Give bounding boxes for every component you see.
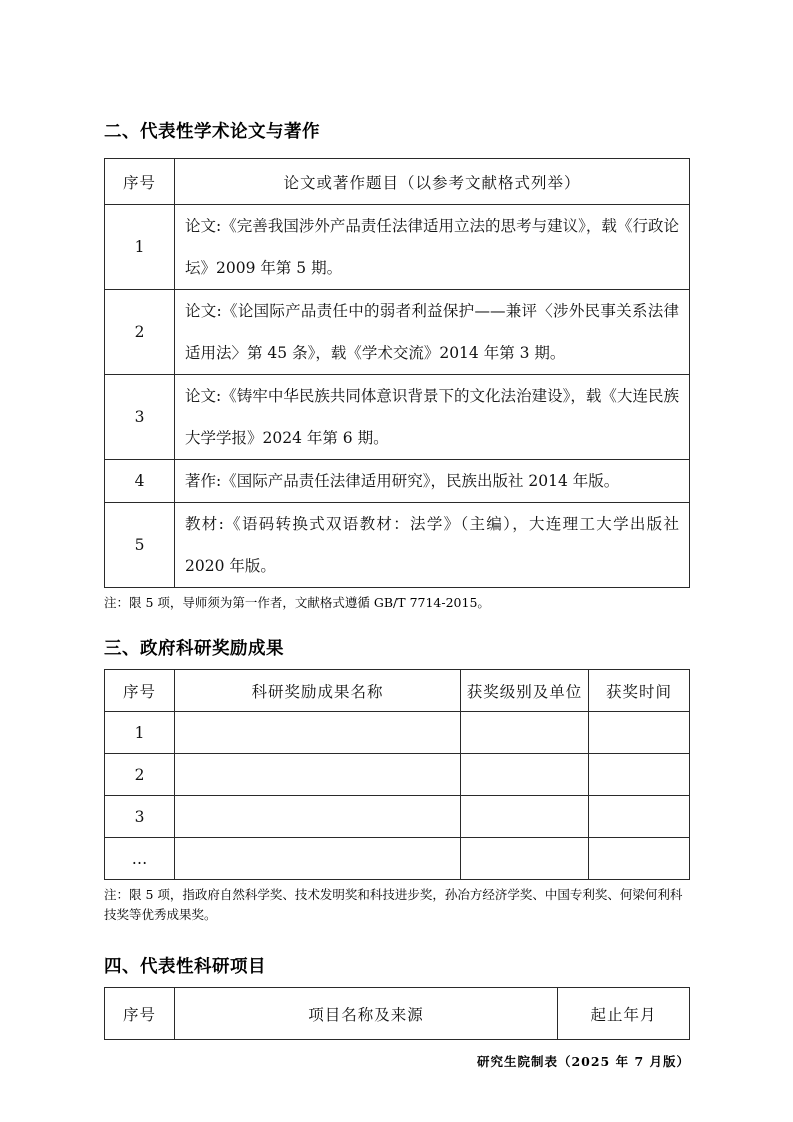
row-serial: 4 bbox=[105, 460, 175, 503]
award-name-cell bbox=[175, 838, 461, 880]
section-projects-title: 四、代表性科研项目 bbox=[104, 956, 266, 976]
section-awards-title: 三、政府科研奖励成果 bbox=[104, 638, 284, 658]
paper-title: 论文:《论国际产品责任中的弱者利益保护——兼评〈涉外民事关系法律适用法〉第 45 条》，载《学术交流》2014 年第 3 期。 bbox=[175, 290, 690, 375]
award-level-cell bbox=[461, 796, 589, 838]
award-name-cell bbox=[175, 754, 461, 796]
award-name-cell bbox=[175, 796, 461, 838]
award-time-cell bbox=[589, 838, 690, 880]
table-row bbox=[105, 796, 690, 838]
table-row bbox=[105, 375, 690, 460]
awards-table bbox=[104, 669, 690, 880]
projects-header-no: 序号 bbox=[105, 988, 175, 1040]
awards-header-no: 序号 bbox=[105, 670, 175, 712]
award-level-cell bbox=[461, 754, 589, 796]
section-papers-title: 二、代表性学术论文与著作 bbox=[104, 121, 320, 141]
awards-header-time: 获奖时间 bbox=[589, 670, 690, 712]
papers-header-title: 论文或著作题目（以参考文献格式列举） bbox=[175, 159, 690, 205]
page-content bbox=[104, 118, 690, 1070]
table-row bbox=[105, 290, 690, 375]
table-row bbox=[105, 712, 690, 754]
paper-title: 论文:《完善我国涉外产品责任法律适用立法的思考与建议》，载《行政论坛》2009 年第 5 期。 bbox=[175, 205, 690, 290]
paper-title: 教材:《语码转换式双语教材：法学》（主编），大连理工大学出版社 2020 年版。 bbox=[175, 503, 690, 588]
projects-table-header-row bbox=[105, 988, 690, 1040]
projects-header-dates: 起止年月 bbox=[558, 988, 690, 1040]
award-level-cell bbox=[461, 838, 589, 880]
papers-header-no: 序号 bbox=[105, 159, 175, 205]
award-time-cell bbox=[589, 796, 690, 838]
papers-note: 注：限 5 项，导师须为第一作者，文献格式遵循 GB/T 7714-2015。 bbox=[104, 595, 490, 610]
row-serial: … bbox=[105, 838, 175, 880]
table-row bbox=[105, 754, 690, 796]
row-serial: 3 bbox=[105, 375, 175, 460]
table-row bbox=[105, 503, 690, 588]
award-name-cell bbox=[175, 712, 461, 754]
papers-table bbox=[104, 158, 690, 588]
table-row bbox=[105, 460, 690, 503]
row-serial: 5 bbox=[105, 503, 175, 588]
awards-note: 注：限 5 项，指政府自然科学奖、技术发明奖和科技进步奖，孙冶方经济学奖、中国专利奖、何梁何利科技奖等优秀成果奖。 bbox=[104, 887, 683, 922]
row-serial: 1 bbox=[105, 205, 175, 290]
row-serial: 2 bbox=[105, 290, 175, 375]
award-time-cell bbox=[589, 712, 690, 754]
row-serial: 1 bbox=[105, 712, 175, 754]
award-level-cell bbox=[461, 712, 589, 754]
projects-table bbox=[104, 987, 690, 1040]
award-time-cell bbox=[589, 754, 690, 796]
awards-table-header-row bbox=[105, 670, 690, 712]
table-row bbox=[105, 838, 690, 880]
row-serial: 2 bbox=[105, 754, 175, 796]
awards-header-level: 获奖级别及单位 bbox=[461, 670, 589, 712]
page-footer: 研究生院制表（2025 年 7 月版） bbox=[476, 1054, 690, 1069]
row-serial: 3 bbox=[105, 796, 175, 838]
paper-title: 论文:《铸牢中华民族共同体意识背景下的文化法治建设》，载《大连民族大学学报》2024 年第 6 期。 bbox=[175, 375, 690, 460]
paper-title: 著作:《国际产品责任法律适用研究》，民族出版社 2014 年版。 bbox=[175, 460, 690, 503]
awards-header-name: 科研奖励成果名称 bbox=[175, 670, 461, 712]
table-row bbox=[105, 205, 690, 290]
projects-header-name: 项目名称及来源 bbox=[175, 988, 558, 1040]
papers-table-header-row bbox=[105, 159, 690, 205]
